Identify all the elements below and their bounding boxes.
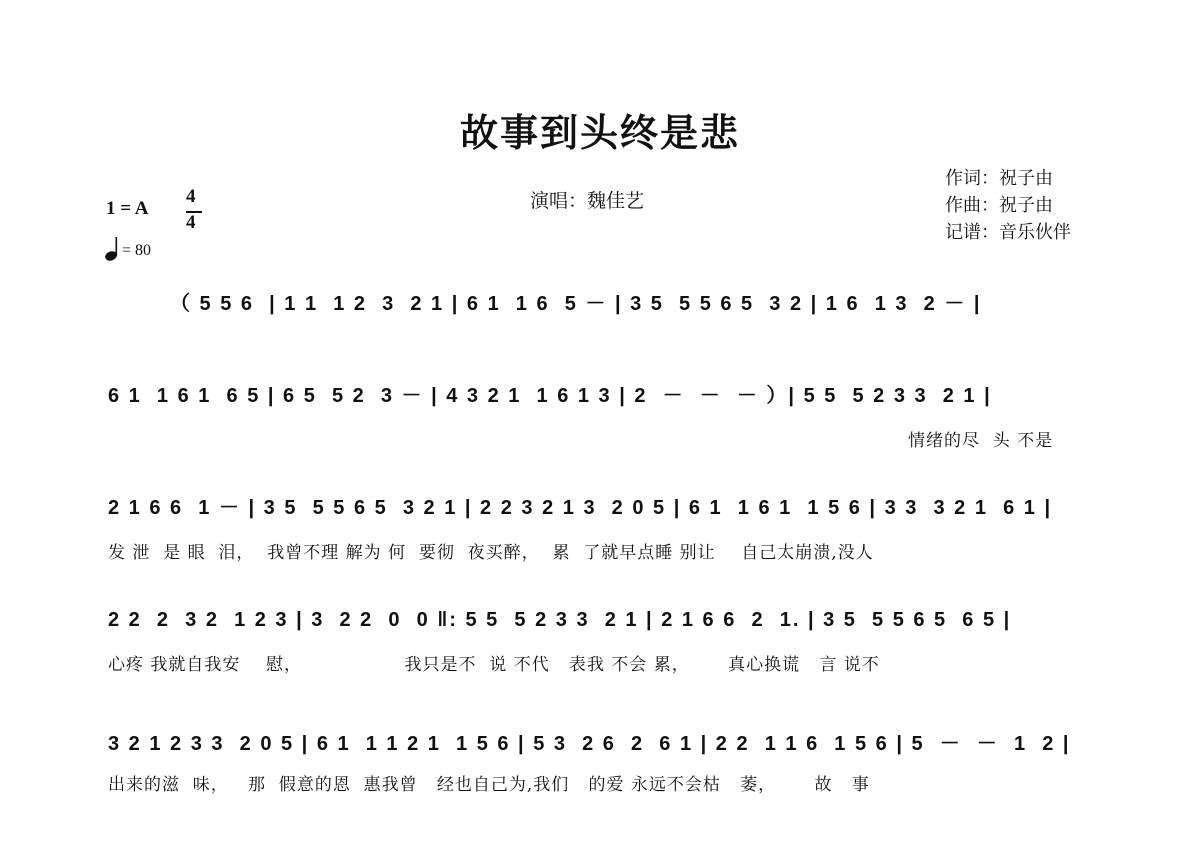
lyricist-credit: 作词：祝子由 bbox=[945, 168, 1053, 189]
time-signature-bottom: 4 bbox=[186, 212, 196, 233]
lyric-line: 情绪的尽 头 不是 bbox=[908, 431, 1054, 451]
music-row-3 bbox=[108, 492, 1108, 563]
tempo-marking: = 80 bbox=[122, 242, 152, 259]
singer-credit: 演唱：魏佳艺 bbox=[530, 190, 645, 212]
song-title: 故事到头终是悲 bbox=[459, 110, 740, 155]
music-row-4 bbox=[108, 604, 1108, 675]
notation-line: （ 5 5 6 | 1 1 1 2 3 2 1 | 6 1 1 6 5 － | 3 5 5 5 6 5 3 2 | 1 6 1 3 2 － | bbox=[170, 293, 982, 315]
notation-line: 3 2 1 2 3 3 2 0 5 | 6 1 1 1 2 1 1 5 6 | 5 3 2 6 2 6 1 | 2 2 1 1 6 1 5 6 | 5 － － 1 2 | bbox=[108, 733, 1071, 755]
lyric-line: 心疼 我就自我安 慰， 我只是不 说 不代 表我 不会 累， 真心换谎 言 说不 bbox=[108, 655, 880, 675]
notation-line: 6 1 1 6 1 6 5 | 6 5 5 2 3 － | 4 3 2 1 1 6 1 3 | 2 － － － ）| 5 5 5 2 3 3 2 1 | bbox=[108, 385, 992, 407]
lyric-line: 出来的滋 味， 那 假意的恩 惠我曾 经也自己为,我们 的爱 永远不会枯 萎， 故 事 bbox=[108, 775, 870, 795]
key-signature: 1 = A bbox=[106, 198, 149, 219]
composer-credit: 作曲：祝子由 bbox=[945, 195, 1053, 216]
lyric-line: 发 泄 是 眼 泪， 我曾不理 解为 何 要彻 夜买醉， 累 了就早点睡 别让 自己太崩溃,没人 bbox=[108, 543, 874, 563]
quarter-note-icon bbox=[104, 236, 124, 262]
time-signature-top: 4 bbox=[186, 186, 196, 207]
music-row-2 bbox=[108, 380, 1108, 451]
music-row-1 bbox=[108, 288, 1108, 348]
music-row-5 bbox=[108, 728, 1108, 795]
notation-line: 2 1 6 6 1 － | 3 5 5 5 6 5 3 2 1 | 2 2 3 2 1 3 2 0 5 | 6 1 1 6 1 1 5 6 | 3 3 3 2 1 6 1 | bbox=[108, 497, 1053, 519]
transcriber-credit: 记谱：音乐伙伴 bbox=[945, 222, 1071, 243]
notation-line: 2 2 2 3 2 1 2 3 | 3 2 2 0 0 ‖: 5 5 5 2 3 3 2 1 | 2 1 6 6 2 1. | 3 5 5 5 6 5 6 5 | bbox=[108, 609, 1012, 631]
